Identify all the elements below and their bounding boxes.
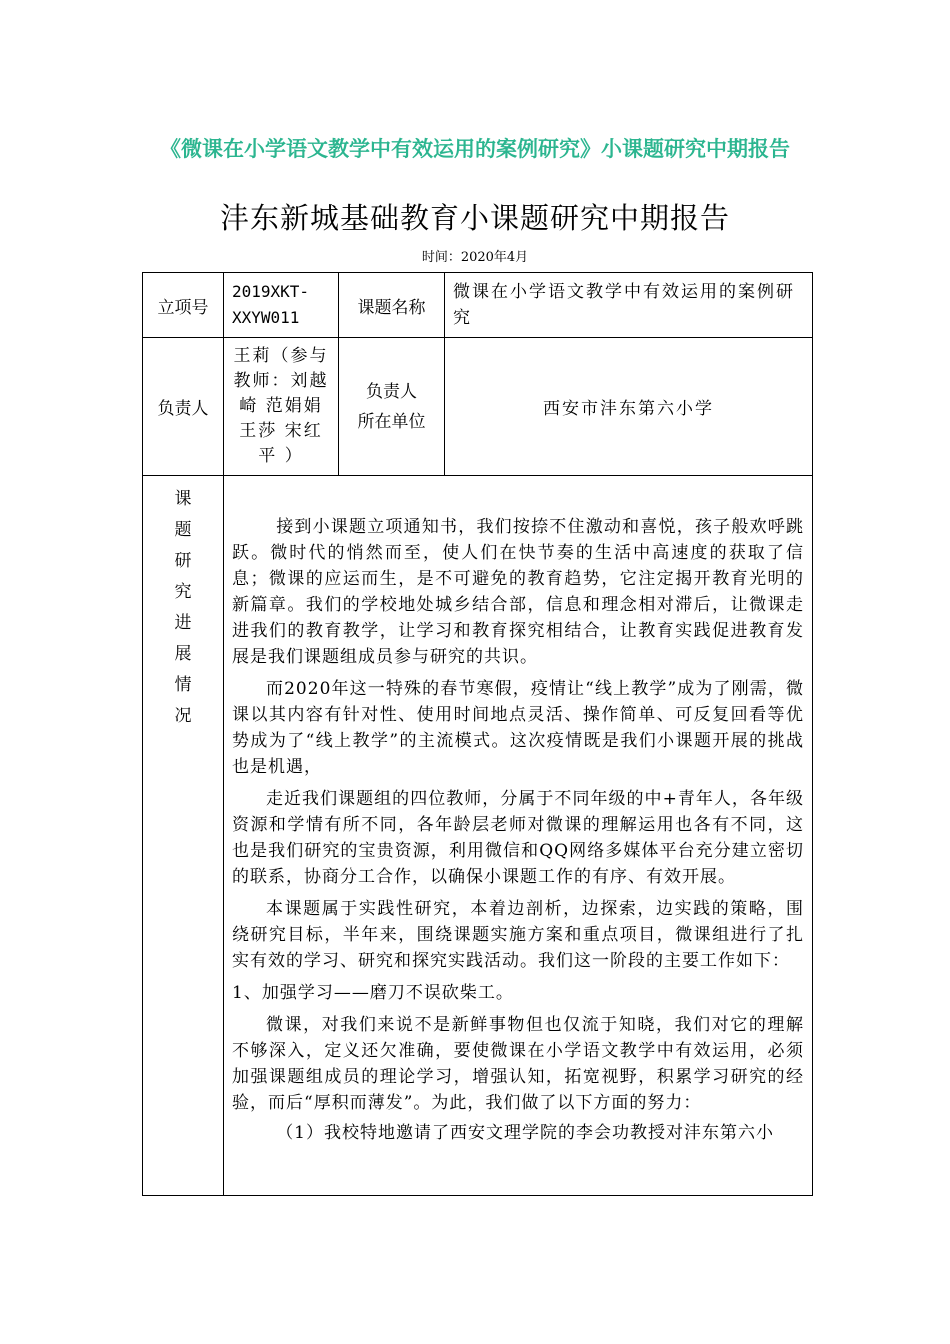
leader-line-3: 崎 范娟娟 xyxy=(239,396,323,416)
leader-unit-label xyxy=(339,338,445,476)
table-row-leader xyxy=(143,338,813,476)
progress-paragraph-6: （1）我校特地邀请了西安文理学院的李会功教授对沣东第六小 xyxy=(276,1123,775,1143)
leader-line-5: 平 ） xyxy=(258,446,304,466)
project-number-label: 立项号 xyxy=(143,273,224,338)
progress-label-char: 题 xyxy=(174,520,192,540)
progress-label-char: 课 xyxy=(174,489,192,509)
progress-label-char: 究 xyxy=(174,582,192,602)
progress-content xyxy=(224,476,813,1196)
progress-paragraph-1: 接到小课题立项通知书，我们按捺不住激动和喜悦，孩子般欢呼跳跃。微时代的悄然而至，使人们在快节奏的生活中高速度的获取了信息；微课的应运而生，是不可避免的教育趋势，它注定揭开教育光明的新篇章。我们的学校地处城乡结合部，信息和理念相对滞后，让微课走进我们的教育教学，让学习和教育探究相结合，让教育实践促进教育发展是我们课题组成员参与研究的共识。 xyxy=(232,517,804,667)
leader-unit-value: 西安市沣东第六小学 xyxy=(445,338,813,476)
progress-label-char: 进 xyxy=(174,613,192,633)
report-date: 时间：2020年4月 xyxy=(421,250,529,265)
progress-paragraph-5: 微课，对我们来说不是新鲜事物但也仅流于知晓，我们对它的理解不够深入，定义还欠准确，要使微课在小学语文教学中有效运用，必须加强课题组成员的理论学习，增强认知，拓宽视野，积累学习研究的经验，而后“厚积而薄发”。为此，我们做了以下方面的努力： xyxy=(232,1015,804,1113)
progress-paragraph-3: 走近我们课题组的四位教师，分属于不同年级的中+青年人，各年级资源和学情有所不同，各年龄层老师对微课的理解运用也各有不同，这也是我们研究的宝贵资源，利用微信和QQ网络多媒体平台充分建立密切的联系，协商分工合作，以确保小课题工作的有序、有效开展。 xyxy=(232,789,804,887)
progress-label-char: 展 xyxy=(174,644,192,664)
document-header-title: 《微课在小学语文教学中有效运用的案例研究》小课题研究中期报告 xyxy=(160,137,790,161)
progress-label xyxy=(143,476,224,1196)
leader-unit-label-line-1: 负责人 xyxy=(366,381,417,402)
progress-label-char: 情 xyxy=(174,675,192,695)
leader-line-1: 王莉（参与 xyxy=(233,346,329,366)
progress-heading-1: 1、加强学习——磨刀不误砍柴工。 xyxy=(232,983,514,1003)
project-number-value xyxy=(224,273,339,338)
topic-name-label: 课题名称 xyxy=(339,273,445,338)
report-table xyxy=(142,272,813,1196)
leader-line-4: 王莎 宋红 xyxy=(239,421,323,441)
leader-value xyxy=(224,338,339,476)
table-row-progress xyxy=(143,476,813,1196)
topic-name-value: 微课在小学语文教学中有效运用的案例研究 xyxy=(445,273,813,338)
progress-label-char: 况 xyxy=(174,706,192,726)
project-number-line-2: XXYW011 xyxy=(232,308,300,327)
progress-paragraph-2: 而2020年这一特殊的春节寒假，疫情让“线上教学”成为了刚需，微课以其内容有针对性、使用时间地点灵活、操作简单、可反复回看等优势成为了“线上教学”的主流模式。这次疫情既是我们小课题开展的挑战也是机遇， xyxy=(232,679,804,777)
leader-unit-label-line-2: 所在单位 xyxy=(357,411,426,432)
leader-line-2: 教师：刘越 xyxy=(233,371,329,391)
progress-paragraph-4: 本课题属于实践性研究，本着边剖析，边探索，边实践的策略，围绕研究目标，半年来，围绕课题实施方案和重点项目，微课组进行了扎实有效的学习、研究和探究实践活动。我们这一阶段的主要工作如下： xyxy=(232,899,804,971)
report-title: 沣东新城基础教育小课题研究中期报告 xyxy=(219,201,730,235)
table-row-project xyxy=(143,273,813,338)
project-number-line-1: 2019XKT- xyxy=(232,282,310,301)
progress-label-char: 研 xyxy=(174,551,192,571)
leader-label: 负责人 xyxy=(143,338,224,476)
